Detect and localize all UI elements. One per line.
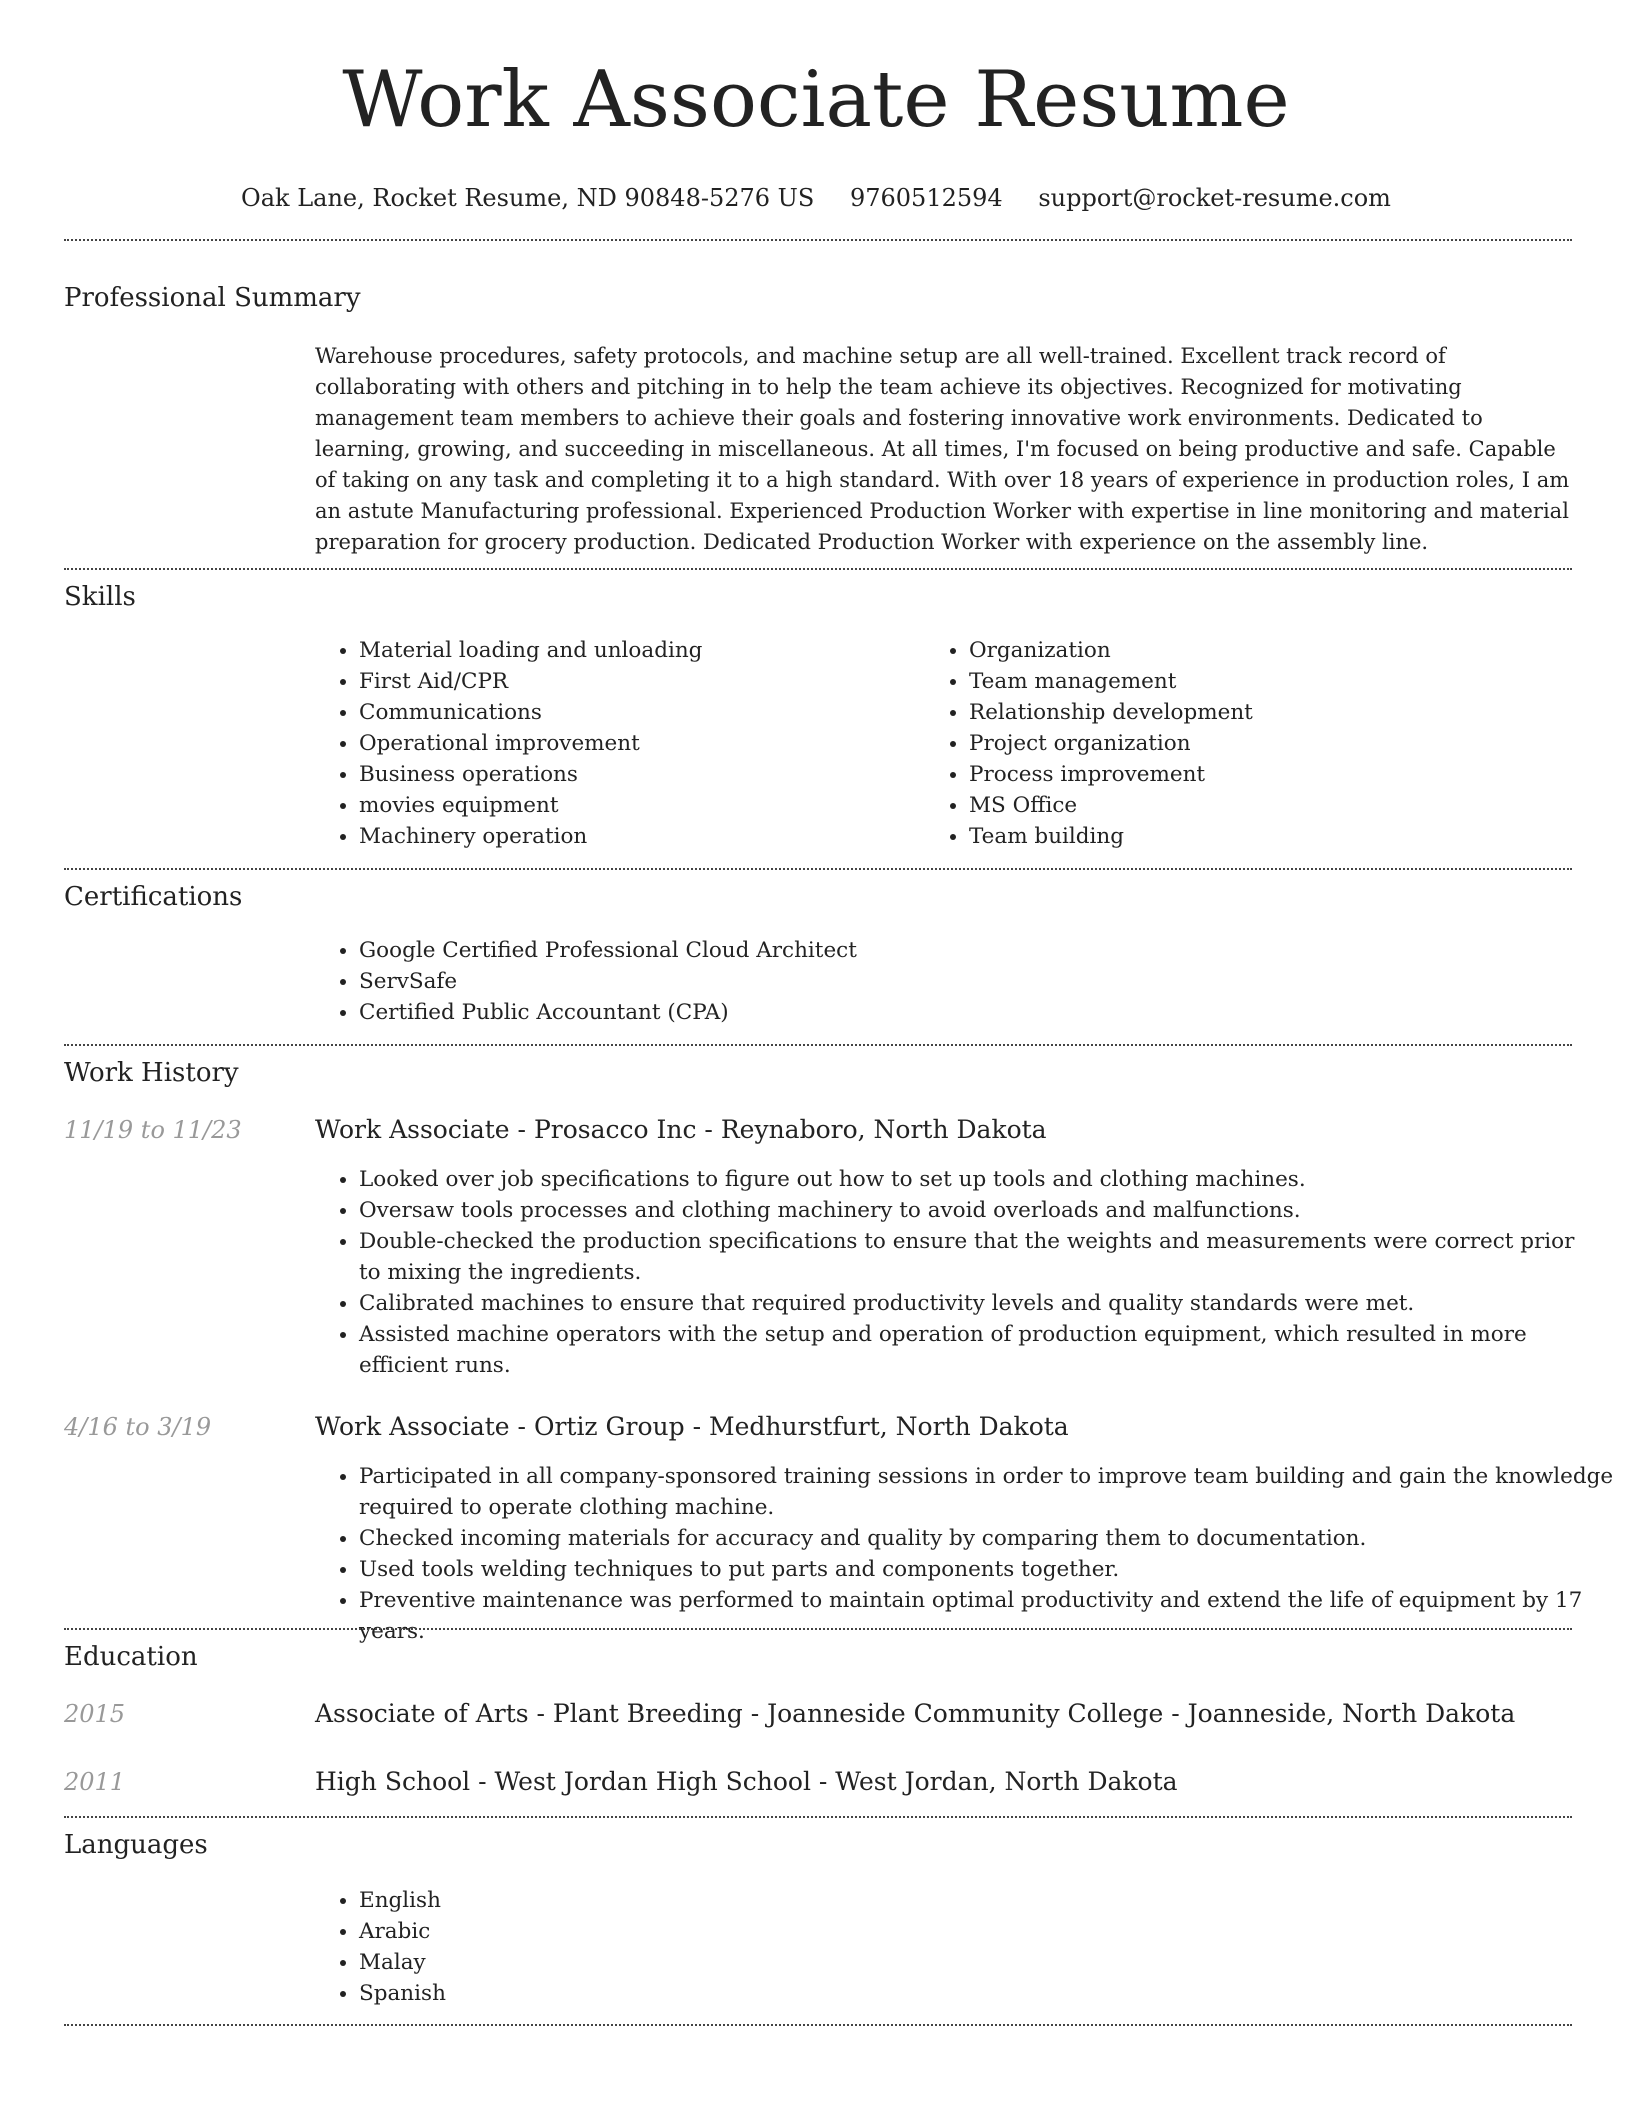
list-item: • Checked incoming materials for accuracy and quality by comparing them to documentation. [359,1523,1619,1554]
job-title: Work Associate - Ortiz Group - Medhurstfurt, North Dakota [315,1412,1069,1441]
languages-list [315,1885,959,2009]
divider [64,868,1572,870]
job-dates: 4/16 to 3/19 [64,1413,212,1441]
contact-address: Oak Lane, Rocket Resume, ND 90848-5276 US [241,184,815,212]
certifications-list [315,935,1559,1028]
contact-phone: 9760512594 [849,184,1003,212]
list-item: • Communications [359,697,919,728]
divider [64,1628,1572,1630]
list-item: • Machinery operation [359,821,919,852]
education-title: High School - West Jordan High School - West Jordan, North Dakota [315,1767,1178,1796]
list-item: • Operational improvement [359,728,919,759]
list-item: • Business operations [359,759,919,790]
list-item: • Relationship development [969,697,1569,728]
list-item: • Looked over job specifications to figure out how to set up tools and clothing machines. [359,1164,1599,1195]
contact-line [0,182,1632,214]
job-title: Work Associate - Prosacco Inc - Reynaboro, North Dakota [315,1115,1047,1144]
resume-header [0,0,1632,214]
languages-heading: Languages [64,1830,208,1860]
list-item: • First Aid/CPR [359,666,919,697]
list-item: • Spanish [359,1978,959,2009]
list-item: • Double-checked the production specifications to ensure that the weights and measurements were correct prior to mixing the ingredients. [359,1226,1599,1288]
list-item: • Oversaw tools processes and clothing machinery to avoid overloads and malfunctions. [359,1195,1599,1226]
contact-email: support@rocket-resume.com [1038,184,1391,212]
education-heading: Education [64,1642,198,1672]
list-item: • Malay [359,1947,959,1978]
list-item: • Team management [969,666,1569,697]
list-item: • Google Certified Professional Cloud Architect [359,935,1559,966]
resume-title: Work Associate Resume [342,55,1290,145]
job-bullets [315,1164,1599,1381]
list-item: • Arabic [359,1916,959,1947]
list-item: • Certified Public Accountant (CPA) [359,997,1559,1028]
summary-heading: Professional Summary [64,283,361,313]
divider [64,2024,1572,2026]
divider [64,568,1572,570]
divider [64,239,1572,241]
job-bullets [315,1461,1619,1647]
list-item: • Preventive maintenance was performed to maintain optimal productivity and extend the life of equipment by 17 years. [359,1585,1619,1647]
list-item: • Project organization [969,728,1569,759]
list-item: • English [359,1885,959,1916]
divider [64,1044,1572,1046]
summary-text: Warehouse procedures, safety protocols, and machine setup are all well-trained. Excellent track record of collaborating with others and pitching in to help the team achieve its objectives. Recognized for motivating management team members to achieve their goals and fostering innovative work environments. Dedicated to learning, growing, and succeeding in miscellaneous. At all times, I'm focused on being productive and safe. Capable of taking on any task and completing it to a high standard. With over 18 years of experience in production roles, I am an astute Manufacturing professional. Experienced Production Worker with expertise in line monitoring and material preparation for grocery production. Dedicated Production Worker with experience on the assembly line. [315,344,1570,554]
list-item: • Process improvement [969,759,1569,790]
skills-heading: Skills [64,582,136,612]
list-item: • ServSafe [359,966,1559,997]
list-item: • Used tools welding techniques to put parts and components together. [359,1554,1619,1585]
list-item: • Assisted machine operators with the setup and operation of production equipment, which resulted in more efficient runs. [359,1319,1599,1381]
list-item: • Participated in all company-sponsored training sessions in order to improve team building and gain the knowledge required to operate clothing machine. [359,1461,1619,1523]
job-dates: 11/19 to 11/23 [64,1116,242,1144]
education-title: Associate of Arts - Plant Breeding - Joanneside Community College - Joanneside, North Dakota [315,1699,1516,1728]
list-item: • MS Office [969,790,1569,821]
certifications-heading: Certifications [64,882,243,912]
list-item: • movies equipment [359,790,919,821]
list-item: • Calibrated machines to ensure that required productivity levels and quality standards were met. [359,1288,1599,1319]
education-year: 2015 [64,1700,126,1728]
list-item: • Team building [969,821,1569,852]
skills-list-left [315,635,919,852]
skills-list-right [925,635,1569,852]
list-item: • Material loading and unloading [359,635,919,666]
list-item: • Organization [969,635,1569,666]
education-year: 2011 [64,1768,126,1796]
work-heading: Work History [64,1058,239,1088]
divider [64,1816,1572,1818]
